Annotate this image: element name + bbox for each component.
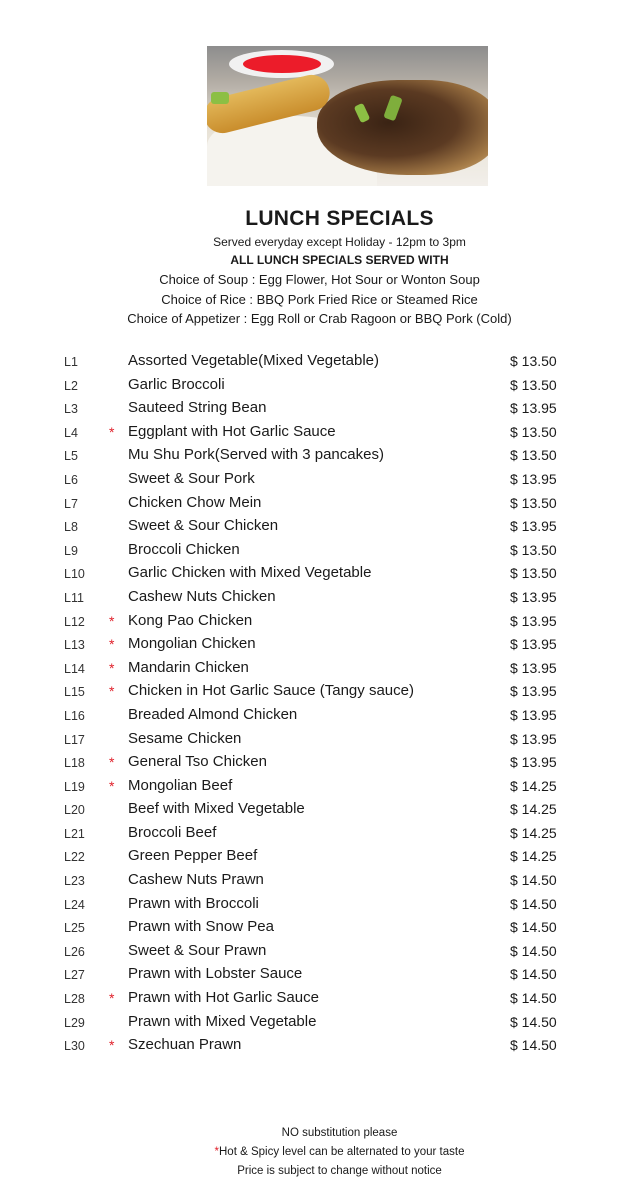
spicy-icon: *: [109, 754, 115, 771]
item-code: L4: [64, 425, 78, 440]
item-code: L29: [64, 1015, 85, 1030]
menu-item: [0, 398, 639, 422]
menu-item: [0, 917, 639, 941]
item-name: Breaded Almond Chicken: [128, 705, 298, 723]
menu-item: [0, 823, 639, 847]
sweet-sour-sauce: [243, 55, 321, 73]
item-price: $ 13.50: [510, 541, 557, 558]
item-name: Prawn with Hot Garlic Sauce: [128, 989, 319, 1007]
item-name: Garlic Broccoli: [128, 375, 225, 393]
beef-dish: [317, 80, 488, 175]
item-name: Sweet & Sour Pork: [128, 469, 255, 487]
item-price: $ 14.50: [510, 990, 557, 1007]
menu-item: [0, 516, 639, 540]
item-name: Broccoli Chicken: [128, 540, 240, 558]
item-code: L17: [64, 732, 85, 747]
item-name: Kong Pao Chicken: [128, 611, 253, 629]
menu-item: [0, 894, 639, 918]
spicy-icon: *: [109, 636, 115, 653]
item-price: $ 13.95: [510, 683, 557, 700]
item-name: Szechuan Prawn: [128, 1036, 242, 1054]
item-price: $ 13.95: [510, 400, 557, 417]
menu-item: [0, 870, 639, 894]
menu-item: [0, 988, 639, 1012]
no-substitution-note: NO substitution please: [281, 1127, 398, 1139]
item-name: Sweet & Sour Chicken: [128, 517, 279, 535]
item-price: $ 13.95: [510, 470, 557, 487]
choice-appetizer: Choice of Appetizer : Egg Roll or Crab Ragoon or BBQ Pork (Cold): [127, 311, 512, 326]
served-with-heading: ALL LUNCH SPECIALS SERVED WITH: [230, 253, 449, 267]
menu-item: [0, 681, 639, 705]
item-code: L24: [64, 897, 85, 912]
menu-item: [0, 658, 639, 682]
item-code: L15: [64, 685, 85, 700]
menu-item: [0, 351, 639, 375]
item-price: $ 14.50: [510, 966, 557, 983]
menu-item: [0, 729, 639, 753]
item-code: L9: [64, 543, 78, 558]
spicy-star-icon: *: [214, 1146, 219, 1158]
item-price: $ 13.50: [510, 565, 557, 582]
item-name: Cashew Nuts Chicken: [128, 587, 276, 605]
page-title: LUNCH SPECIALS: [245, 207, 434, 230]
item-name: Eggplant with Hot Garlic Sauce: [128, 422, 336, 440]
item-code: L22: [64, 850, 85, 865]
item-name: Assorted Vegetable(Mixed Vegetable): [128, 352, 379, 369]
item-name: Chicken Chow Mein: [128, 493, 262, 511]
item-name: Beef with Mixed Vegetable: [128, 800, 305, 818]
item-code: L12: [64, 614, 85, 629]
item-code: L16: [64, 708, 85, 723]
item-price: $ 13.95: [510, 518, 557, 535]
item-price: $ 14.50: [510, 942, 557, 959]
item-price: $ 13.95: [510, 636, 557, 653]
item-price: $ 13.50: [510, 447, 557, 464]
item-price: $ 13.95: [510, 754, 557, 771]
item-name: Broccoli Beef: [128, 823, 217, 841]
food-photo: [207, 46, 488, 186]
item-price: $ 13.50: [510, 376, 557, 393]
item-code: L10: [64, 567, 85, 582]
item-name: Mu Shu Pork(Served with 3 pancakes): [128, 446, 384, 464]
item-price: $ 13.50: [510, 494, 557, 511]
spicy-icon: *: [109, 423, 115, 440]
item-name: Chicken in Hot Garlic Sauce (Tangy sauce): [128, 682, 414, 700]
item-code: L3: [64, 402, 78, 417]
item-name: Prawn with Lobster Sauce: [128, 965, 303, 983]
hours-text: Served everyday except Holiday - 12pm to 3pm: [213, 235, 466, 249]
menu-item: [0, 752, 639, 776]
item-code: L6: [64, 472, 78, 487]
item-price: $ 14.50: [510, 1037, 557, 1054]
item-code: L30: [64, 1039, 85, 1054]
menu-footer: [20, 1124, 639, 1181]
menu-list: [0, 351, 639, 1059]
menu-item: [0, 705, 639, 729]
menu-item: [0, 611, 639, 635]
item-name: Prawn with Snow Pea: [128, 918, 274, 936]
spicy-icon: *: [109, 612, 115, 629]
menu-item: [0, 469, 639, 493]
item-price: $ 14.25: [510, 801, 557, 818]
item-price: $ 14.50: [510, 919, 557, 936]
item-code: L20: [64, 803, 85, 818]
menu-item: [0, 1012, 639, 1036]
item-price: $ 14.50: [510, 872, 557, 889]
item-code: L18: [64, 756, 85, 771]
item-price: $ 14.50: [510, 895, 557, 912]
menu-item: [0, 846, 639, 870]
spicy-icon: *: [109, 990, 115, 1007]
item-price: $ 14.25: [510, 777, 557, 794]
menu-item: [0, 422, 639, 446]
choice-rice: Choice of Rice : BBQ Pork Fried Rice or Steamed Rice: [161, 291, 478, 307]
item-code: L8: [64, 520, 78, 535]
spicy-icon: *: [109, 777, 115, 794]
menu-item: [0, 493, 639, 517]
item-name: Cashew Nuts Prawn: [128, 871, 264, 889]
item-name: Mandarin Chicken: [128, 658, 249, 676]
item-code: L27: [64, 968, 85, 983]
item-code: L28: [64, 992, 85, 1007]
item-code: L7: [64, 496, 78, 511]
item-code: L21: [64, 826, 85, 841]
item-price: $ 14.25: [510, 824, 557, 841]
menu-item: [0, 941, 639, 965]
item-price: $ 14.50: [510, 1013, 557, 1030]
item-name: Mongolian Beef: [128, 776, 233, 794]
menu-item: [0, 540, 639, 564]
item-code: L11: [64, 590, 84, 605]
menu-item: [0, 587, 639, 611]
menu-item: [0, 1035, 639, 1059]
choice-soup: Choice of Soup : Egg Flower, Hot Sour or Wonton Soup: [159, 272, 480, 287]
item-price: $ 13.95: [510, 706, 557, 723]
spicy-icon: *: [109, 683, 115, 700]
item-name: Garlic Chicken with Mixed Vegetable: [128, 564, 372, 582]
spicy-note-text: Hot & Spicy level can be alternated to your taste: [219, 1146, 465, 1158]
menu-item: [0, 375, 639, 399]
spicy-icon: *: [109, 1037, 115, 1054]
green-garnish: [211, 92, 229, 104]
item-code: L14: [64, 661, 85, 676]
item-name: General Tso Chicken: [128, 753, 267, 771]
item-code: L13: [64, 638, 85, 653]
item-name: Sauteed String Bean: [128, 399, 267, 417]
menu-header: [0, 205, 639, 329]
item-price: $ 13.95: [510, 730, 557, 747]
menu-item: [0, 563, 639, 587]
menu-item: [0, 634, 639, 658]
item-price: $ 14.25: [510, 848, 557, 865]
menu-item: [0, 445, 639, 469]
item-name: Mongolian Chicken: [128, 635, 256, 653]
item-price: $ 13.95: [510, 588, 557, 605]
item-name: Prawn with Mixed Vegetable: [128, 1012, 317, 1030]
menu-item: [0, 799, 639, 823]
item-code: L23: [64, 874, 85, 889]
item-code: L26: [64, 944, 85, 959]
item-code: L2: [64, 378, 78, 393]
item-name: Prawn with Broccoli: [128, 894, 259, 912]
menu-item: [0, 964, 639, 988]
item-name: Sweet & Sour Prawn: [128, 941, 267, 959]
item-code: L1: [64, 355, 78, 369]
item-name: Green Pepper Beef: [128, 847, 258, 865]
item-code: L25: [64, 921, 85, 936]
item-code: L19: [64, 779, 85, 794]
item-price: $ 13.50: [510, 353, 557, 369]
price-note: Price is subject to change without notice: [237, 1165, 442, 1177]
item-price: $ 13.95: [510, 612, 557, 629]
item-name: Sesame Chicken: [128, 729, 242, 747]
spicy-icon: *: [109, 659, 115, 676]
spicy-note: [20, 1143, 639, 1162]
item-code: L5: [64, 449, 78, 464]
item-price: $ 13.95: [510, 659, 557, 676]
item-price: $ 13.50: [510, 423, 557, 440]
menu-item: [0, 776, 639, 800]
